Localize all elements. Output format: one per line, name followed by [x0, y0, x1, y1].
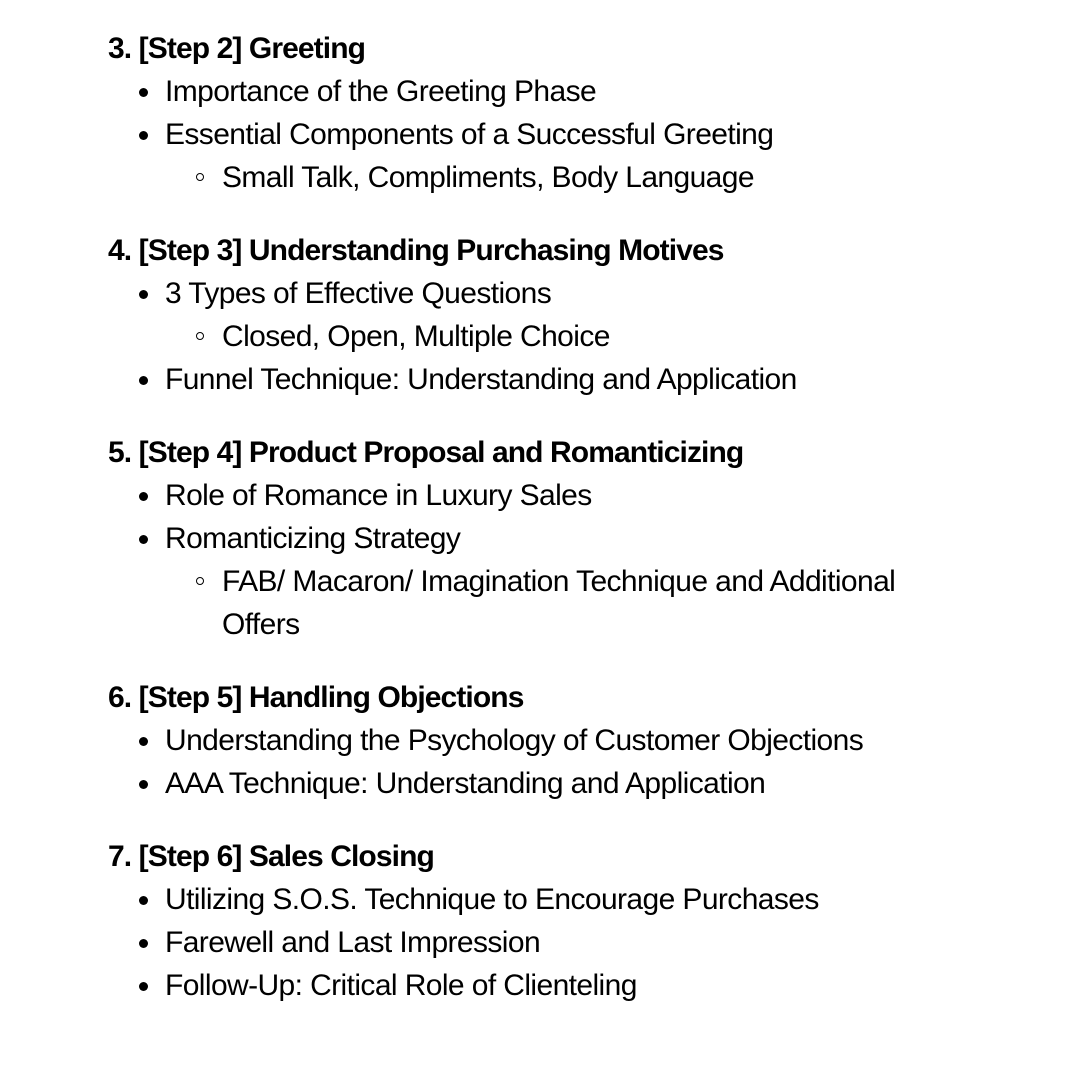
- list-item-text: Understanding the Psychology of Customer Objections: [165, 724, 864, 757]
- list-item-text: Romanticizing Strategy: [165, 522, 461, 555]
- bullet-dot-icon: [139, 290, 148, 299]
- list-item: [108, 921, 968, 964]
- sub-list-item: [108, 315, 968, 358]
- list-item: [108, 474, 968, 517]
- bullet-dot-icon: [139, 896, 148, 905]
- outline-document: [108, 27, 968, 1037]
- section-heading: 7. [Step 6] Sales Closing: [108, 840, 434, 873]
- list-item: [108, 719, 968, 762]
- bullet-circle-icon: [196, 332, 204, 340]
- list-item-text: Utilizing S.O.S. Technique to Encourage Purchases: [165, 883, 819, 916]
- section-heading: 3. [Step 2] Greeting: [108, 32, 366, 65]
- sub-list-item-text: Closed, Open, Multiple Choice: [222, 320, 610, 353]
- list-item-text: Farewell and Last Impression: [165, 926, 541, 959]
- list-item: [108, 762, 968, 805]
- bullet-dot-icon: [139, 376, 148, 385]
- sub-list-item-text: Small Talk, Compliments, Body Language: [222, 161, 754, 194]
- bullet-dot-icon: [139, 492, 148, 501]
- section-heading: 6. [Step 5] Handling Objections: [108, 681, 524, 714]
- bullet-dot-icon: [139, 982, 148, 991]
- bullet-dot-icon: [139, 737, 148, 746]
- sub-list-item-text: FAB/ Macaron/ Imagination Technique and Additional Offers: [222, 565, 896, 641]
- list-item-text: AAA Technique: Understanding and Application: [165, 767, 766, 800]
- section-step-2-greeting: [108, 27, 968, 199]
- section-step-3-purchasing-motives: [108, 229, 968, 401]
- bullet-dot-icon: [139, 88, 148, 97]
- bullet-circle-icon: [196, 173, 204, 181]
- list-item-text: Essential Components of a Successful Greeting: [165, 118, 774, 151]
- list-item: [108, 113, 968, 156]
- section-heading: 5. [Step 4] Product Proposal and Romanticizing: [108, 436, 744, 469]
- list-item: [108, 272, 968, 315]
- list-item-text: 3 Types of Effective Questions: [165, 277, 552, 310]
- list-item-text: Role of Romance in Luxury Sales: [165, 479, 592, 512]
- list-item: [108, 964, 968, 1007]
- list-item: [108, 70, 968, 113]
- list-item: [108, 358, 968, 401]
- section-heading: 4. [Step 3] Understanding Purchasing Motives: [108, 234, 724, 267]
- list-item: [108, 878, 968, 921]
- section-step-5-handling-objections: [108, 676, 968, 805]
- bullet-dot-icon: [139, 939, 148, 948]
- list-item: [108, 517, 968, 560]
- bullet-dot-icon: [139, 535, 148, 544]
- sub-list-item: [108, 156, 968, 199]
- bullet-dot-icon: [139, 780, 148, 789]
- list-item-text: Importance of the Greeting Phase: [165, 75, 597, 108]
- section-step-6-sales-closing: [108, 835, 968, 1007]
- list-item-text: Funnel Technique: Understanding and Application: [165, 363, 797, 396]
- bullet-circle-icon: [196, 577, 204, 585]
- section-step-4-product-proposal: [108, 431, 968, 646]
- list-item-text: Follow-Up: Critical Role of Clienteling: [165, 969, 637, 1002]
- sub-list-item: [108, 560, 962, 646]
- bullet-dot-icon: [139, 131, 148, 140]
